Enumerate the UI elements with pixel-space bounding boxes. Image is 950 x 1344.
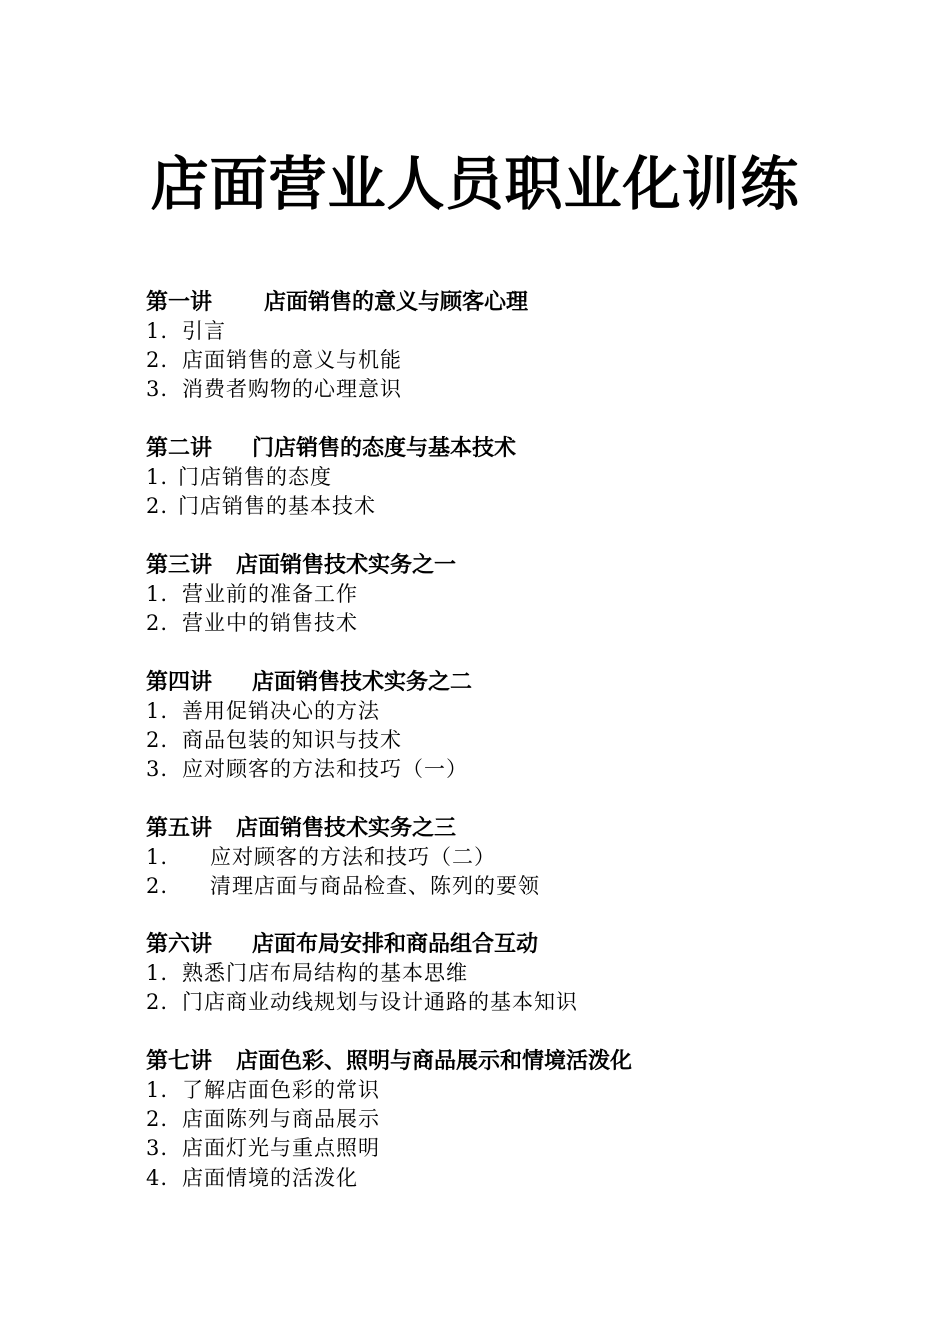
lecture-number: 第七讲: [146, 1048, 213, 1074]
topic-number: 2.: [146, 874, 169, 899]
topic-list: [146, 463, 866, 521]
topic-text: 店面销售的意义与机能: [182, 348, 402, 373]
topic-number: 3.: [146, 1136, 169, 1161]
topic-text: 清理店面与商品检查、陈列的要领: [210, 874, 540, 899]
lecture-number: 第三讲: [146, 552, 213, 578]
lecture-topic: 店面销售技术实务之三: [236, 815, 457, 841]
lecture-2: [146, 434, 866, 521]
topic-text: 消费者购物的心理意识: [182, 377, 402, 402]
topic-text: 应对顾客的方法和技巧（一）: [182, 757, 468, 782]
topic-text: 熟悉门店布局结构的基本思维: [182, 961, 468, 985]
lecture-1: [146, 288, 866, 405]
topic-item: [146, 697, 866, 726]
lecture-number: 第四讲: [146, 669, 213, 695]
topic-text: 善用促销决心的方法: [182, 699, 380, 723]
topic-item: [146, 375, 866, 404]
topic-list: [146, 1076, 866, 1193]
topic-list: [146, 317, 866, 405]
lecture-6: [146, 930, 866, 1017]
lecture-topic: 店面色彩、照明与商品展示和情境活泼化: [236, 1048, 633, 1074]
lecture-topic: 门店销售的态度与基本技术: [252, 435, 517, 461]
topic-item: [146, 346, 866, 375]
topic-item: [146, 755, 866, 784]
lecture-heading: [146, 814, 866, 843]
topic-text: 营业前的准备工作: [182, 582, 358, 606]
topic-item: [146, 959, 866, 988]
lecture-heading: [146, 1047, 866, 1076]
topic-number: 1.: [146, 582, 169, 606]
topic-text: 商品包装的知识与技术: [182, 728, 402, 753]
lecture-heading: [146, 551, 866, 580]
lecture-heading: [146, 288, 866, 317]
topic-list: [146, 843, 866, 901]
topic-text: 应对顾客的方法和技巧（二）: [210, 845, 496, 869]
topic-number: 1.: [146, 319, 169, 343]
lecture-number: 第五讲: [146, 815, 213, 841]
topic-item: [146, 872, 866, 901]
topic-number: 2.: [146, 348, 169, 373]
topic-number: 1.: [146, 845, 169, 869]
topic-item: [146, 609, 866, 638]
topic-text: 营业中的销售技术: [182, 611, 358, 636]
topic-item: [146, 580, 866, 609]
lecture-heading: [146, 434, 866, 463]
topic-item: [146, 1134, 866, 1163]
topic-number: 3.: [146, 757, 169, 782]
topic-number: 2.: [146, 1107, 169, 1132]
topic-item: [146, 988, 866, 1017]
topic-number: 2.: [146, 728, 169, 753]
topic-number: 3.: [146, 377, 169, 402]
topic-item: [146, 463, 866, 492]
topic-item: [146, 492, 866, 521]
topic-number: 1.: [146, 699, 169, 723]
topic-item: [146, 1164, 866, 1193]
topic-text: 了解店面色彩的常识: [182, 1078, 380, 1102]
topic-number: 1.: [146, 465, 169, 489]
topic-list: [146, 697, 866, 785]
topic-list: [146, 580, 866, 638]
topic-item: [146, 1105, 866, 1134]
lecture-number: 第六讲: [146, 931, 213, 957]
lecture-heading: [146, 930, 866, 959]
lecture-5: [146, 814, 866, 901]
lecture-4: [146, 668, 866, 785]
topic-text: 店面灯光与重点照明: [182, 1136, 380, 1161]
topic-text: 店面情境的活泼化: [182, 1165, 358, 1190]
topic-number: 1.: [146, 1078, 169, 1102]
topic-number: 1.: [146, 961, 169, 985]
lecture-number: 第二讲: [146, 435, 213, 461]
topic-text: 店面陈列与商品展示: [182, 1107, 380, 1132]
topic-number: 2.: [146, 611, 169, 636]
topic-item: [146, 317, 866, 346]
topic-text: 引言: [182, 319, 226, 343]
page-title: 店面营业人员职业化训练: [150, 150, 800, 218]
topic-number: 2.: [146, 494, 169, 519]
lecture-7: [146, 1047, 866, 1193]
lecture-topic: 店面销售技术实务之一: [236, 552, 457, 578]
lecture-heading: [146, 668, 866, 697]
lecture-topic: 店面销售的意义与顾客心理: [264, 289, 529, 315]
lecture-3: [146, 551, 866, 638]
topic-number: 4.: [146, 1165, 169, 1190]
lecture-number: 第一讲: [146, 289, 213, 315]
topic-item: [146, 1076, 866, 1105]
topic-item: [146, 726, 866, 755]
lecture-topic: 店面布局安排和商品组合互动: [252, 931, 539, 957]
topic-text: 门店商业动线规划与设计通路的基本知识: [182, 990, 578, 1015]
topic-text: 门店销售的基本技术: [178, 494, 376, 519]
topic-list: [146, 959, 866, 1017]
topic-number: 2.: [146, 990, 169, 1015]
topic-item: [146, 843, 866, 872]
topic-text: 门店销售的态度: [178, 465, 332, 489]
lecture-topic: 店面销售技术实务之二: [252, 669, 473, 695]
